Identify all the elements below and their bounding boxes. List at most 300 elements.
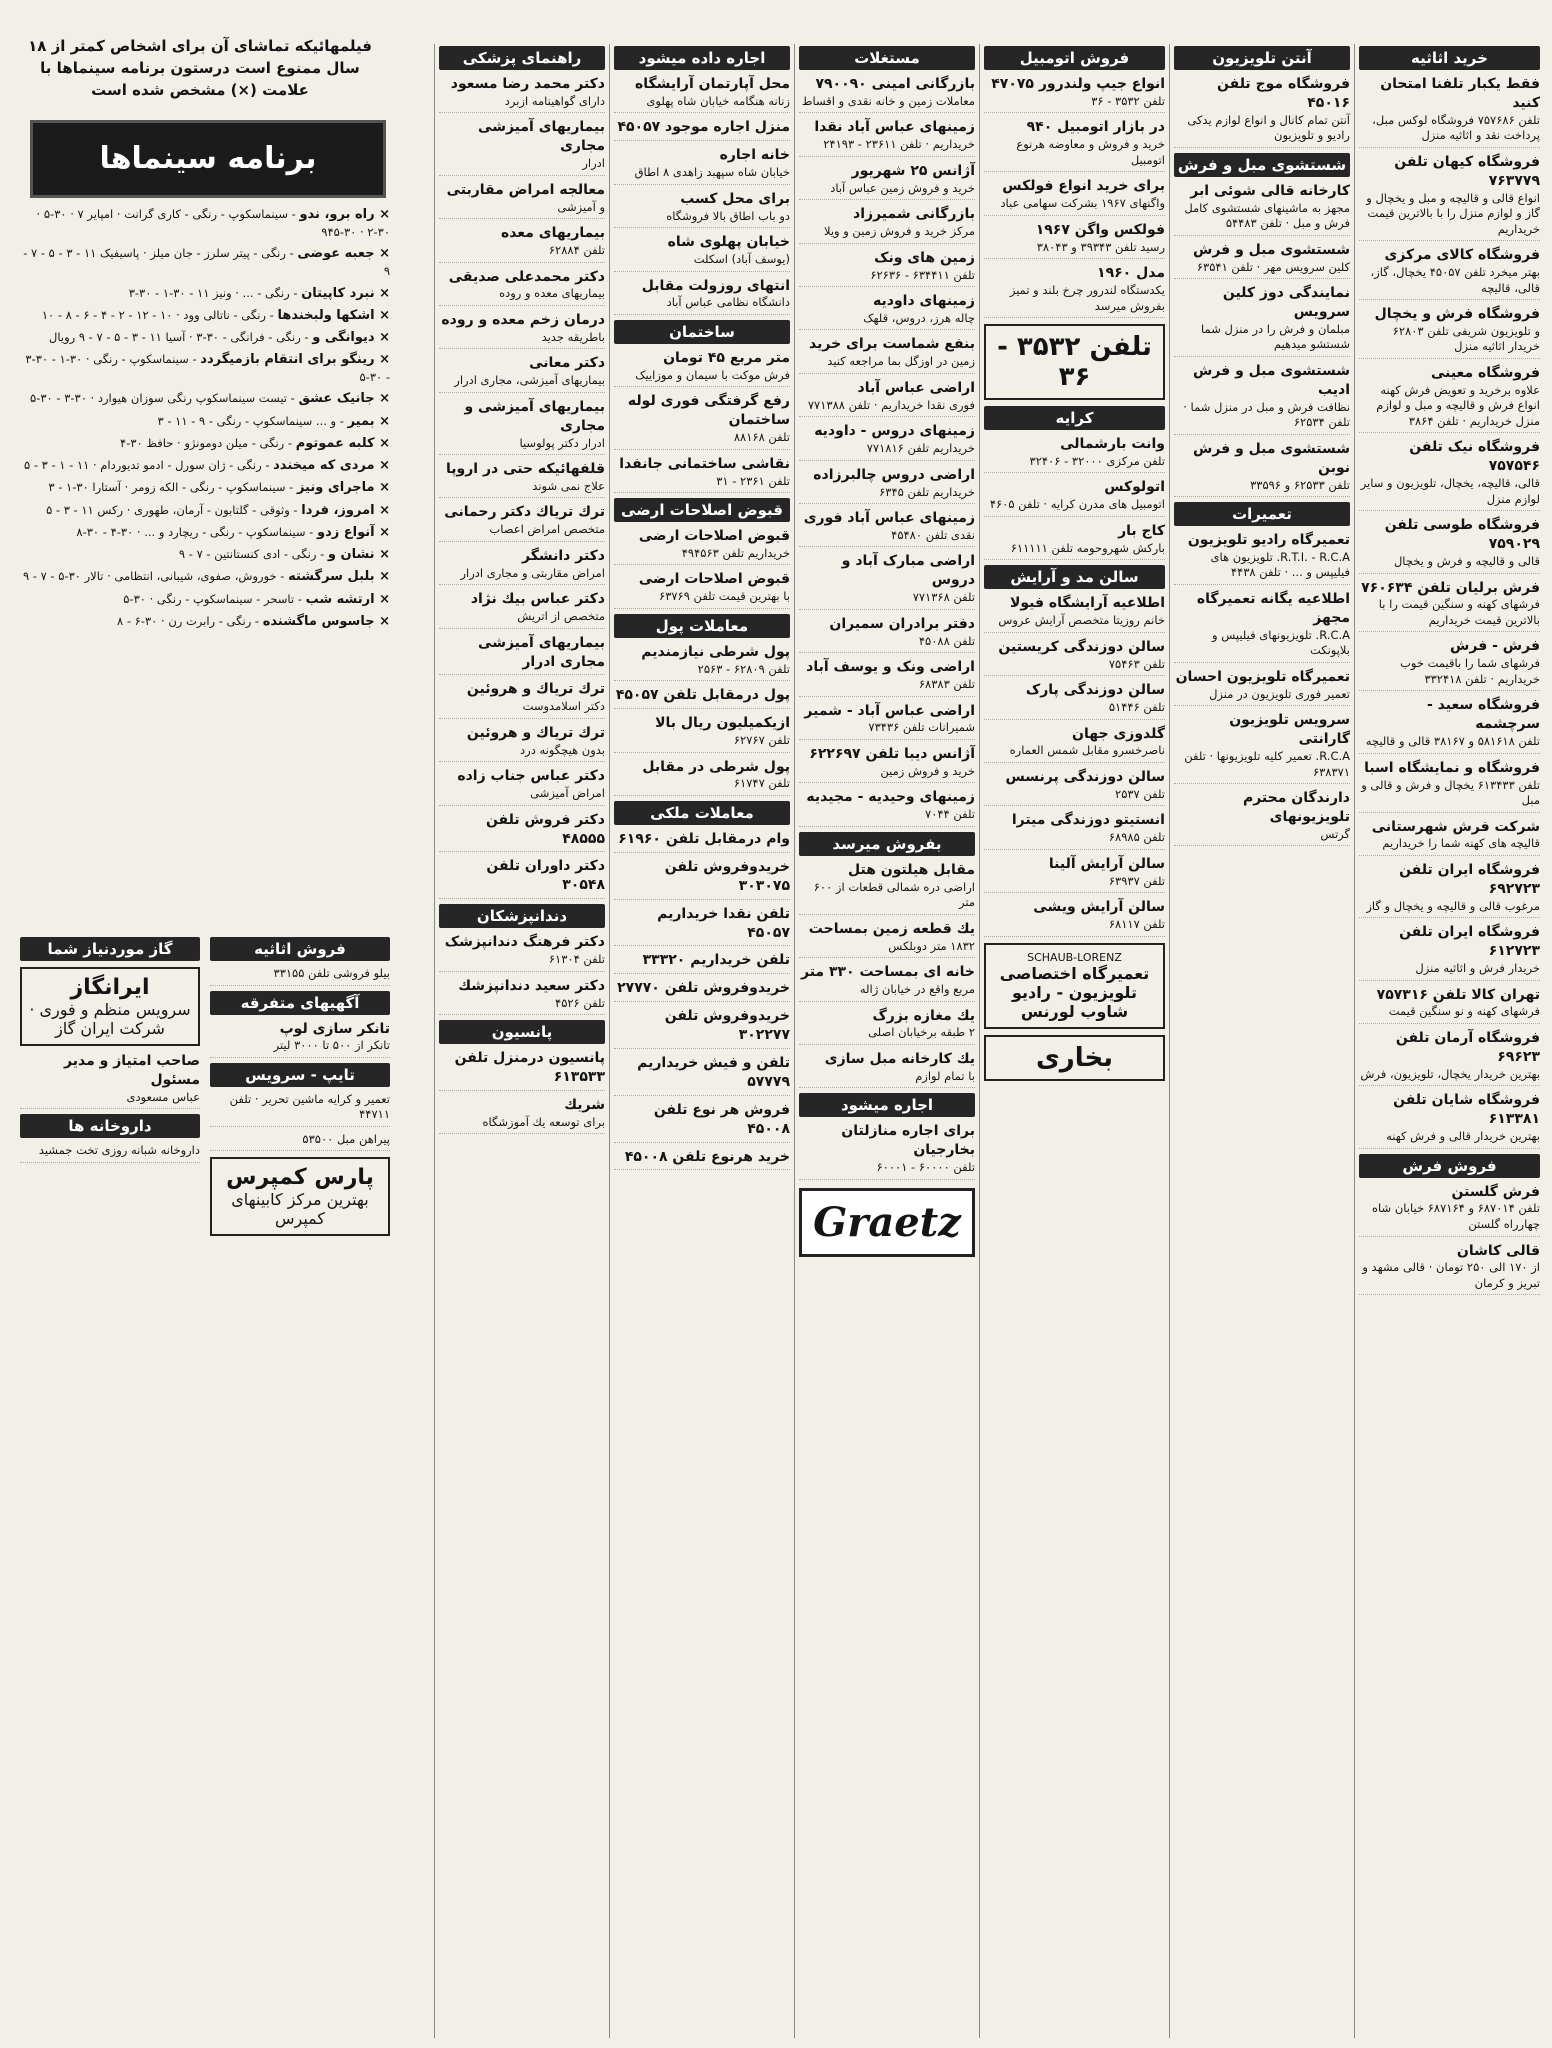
ad-title: بیماریهای آمیزشی مجاری <box>478 119 605 155</box>
ad-title: زمینهای وحیدیه - مجیدیه <box>806 789 975 806</box>
section-header: سالن مد و آرایش <box>984 565 1165 589</box>
ad-body: رسید تلفن ۳۹۳۴۳ و ۳۸۰۴۳ <box>1036 239 1165 254</box>
classified-ad <box>614 686 790 709</box>
ad-body: تلفن ۵۱۴۴۶ <box>1108 699 1165 714</box>
ad-body: خریداریم · تلفن ۲۳۶۱۱ - ۲۴۱۹۳ <box>823 137 975 152</box>
classified-ad: پیراهن مبل ۵۳۵۰۰ <box>210 1132 390 1152</box>
section-header: مستغلات <box>799 46 975 70</box>
classified-ad <box>799 75 975 113</box>
ad-title: بازرگانی شمیرزاد <box>853 206 975 223</box>
ad-title: بیماریهای آمیزشی و مجاری <box>464 398 605 434</box>
film-title: × جاسوس ماگشنده <box>262 613 390 629</box>
ad-body: تلفن ۶۸۱۱۷ <box>1108 917 1165 932</box>
ad-title: فروشگاه شایان تلفن ۶۱۳۳۸۱ <box>1393 1092 1540 1128</box>
ad-title: تانکر سازی لوپ <box>279 1020 390 1037</box>
ad-title: دکتر معانی <box>529 355 605 372</box>
classified-ad <box>799 249 975 287</box>
ad-body: و تلویزیون شریفی تلفن ۶۲۸۰۳ خریدار اثاثیه منزل <box>1392 323 1540 354</box>
classified-ad <box>614 527 790 565</box>
classified-ad <box>1174 182 1350 236</box>
classified-ad <box>799 861 975 915</box>
film-title: × جعبه عوضی <box>297 246 390 262</box>
ad-title: سرویس تلویزیون گارانتی <box>1229 712 1350 748</box>
ad-title: خریدوفروش تلفن ۳۰۲۲۷۷ <box>664 1008 790 1044</box>
classified-ad <box>614 643 790 681</box>
ad-body: تلفن ۶۱۷۴۷ <box>733 776 790 791</box>
classified-ad <box>614 830 790 853</box>
ad-title: پول درمقابل تلفن ۴۵۰۵۷ <box>615 687 790 704</box>
cinema-listing <box>20 412 390 431</box>
classified-ad <box>799 658 975 696</box>
ad-title: بنفع شماست برای خرید <box>809 336 975 353</box>
classified-ad <box>1359 246 1540 300</box>
film-title: × ماجرای ونیز <box>296 480 390 496</box>
classified-ad <box>1359 438 1540 511</box>
ad-title: برای اجاره منازلتان بخارجیان <box>841 1123 975 1159</box>
classified-ad <box>614 1054 790 1096</box>
ad-title: اطلاعیه آرایشگاه فیولا <box>1009 595 1165 612</box>
ad-body: تلفن ۶۲۷۶۷ <box>733 733 790 748</box>
classified-ad <box>984 264 1165 318</box>
ad-title: دکتر فروش تلفن ۴۸۵۵۵ <box>485 811 605 847</box>
film-details: - سینماسکوپ - رنگی - الکه زومر · آستارا ۳۰-۱ - ۳ <box>48 480 297 495</box>
ad-body: تلفن مرکزی ۳۲۰۰۰ - ۳۲۴۰۶ <box>1029 453 1165 468</box>
ad-phone: تلفن ۳۵۳۲ - ۳۶ <box>997 332 1152 393</box>
ad-body: مربع واقع در خیابان ژاله <box>859 982 975 997</box>
classified-ad <box>799 509 975 547</box>
ad-title: محل آپارتمان آرایشگاه <box>634 76 790 92</box>
section-header: گاز موردنیاز شما <box>20 937 200 961</box>
ad-body: بهتر میخرد تلفن ۴۵۰۵۷ یخچال، گاز، قالی، قالیچه <box>1370 265 1540 295</box>
ad-title: شرکت فرش شهرستانی <box>1371 818 1540 835</box>
ad-title: زمینهای عباس آباد فوری <box>803 510 975 527</box>
ad-body: قالی و قالیچه و فرش و یخچال <box>1393 554 1540 569</box>
classified-ad <box>1174 668 1350 706</box>
ad-body: (یوسف آباد) اسکلت <box>693 252 790 266</box>
classified-ad <box>984 221 1165 259</box>
ad-body: بیماریهای آمیزشی، مجاری ادرار <box>454 373 605 388</box>
ad-body: فرش موکت با سیمان و موزاییک <box>635 367 790 382</box>
classified-ad <box>439 724 605 762</box>
classified-ad <box>799 466 975 504</box>
ad-body: فرشهای کهنه و نو سنگین قیمت <box>1388 1004 1540 1019</box>
ad-title: فروشگاه طوسی تلفن ۷۵۹۰۲۹ <box>1384 517 1540 553</box>
cinema-listing <box>20 328 390 347</box>
classified-ad <box>984 725 1165 763</box>
classified-ad <box>799 1007 975 1045</box>
cinema-listing <box>20 244 390 280</box>
classified-ad <box>439 354 605 392</box>
ad-body: قالی، قالیچه، یخچال، تلویزیون و سایر لوازم منزل <box>1360 476 1540 506</box>
ad-body: ادرار <box>582 156 605 171</box>
ad-title: انواع جیپ ولندرور ۴۷۰۷۵ <box>991 76 1165 92</box>
lower-left-ads <box>20 935 390 2045</box>
ad-body: بهترین خریدار قالی و فرش کهنه <box>1386 1129 1540 1144</box>
ad-title: دکتر عباس بیك نژاد <box>470 591 605 608</box>
classified-ad <box>439 503 605 541</box>
ad-body: تلفن ۲۵۳۷ <box>1115 786 1165 801</box>
classified-ad: تعمیر و کرایه ماشین تحریر · تلفن ۴۴۷۱۱ <box>210 1092 390 1127</box>
classified-ad <box>984 118 1165 172</box>
ad-title: ترك تریاك دکتر رحمانی <box>444 504 605 521</box>
ad-title: ترك تریاك و هروئین <box>466 724 605 741</box>
ad-title: کاج بار <box>1118 522 1165 539</box>
ad-body: دو باب اطاق بالا فروشگاه <box>666 208 790 223</box>
cinema-banner: برنامه سینماها <box>30 120 386 198</box>
classified-ad <box>439 398 605 455</box>
film-details: - رنگی - ... · ونیز ۱۱ - ۳۰-۱ - ۳۰-۳ <box>128 285 302 300</box>
classified-ad <box>439 590 605 628</box>
ad-title: اراضی دروس چالبرزاده <box>813 466 975 483</box>
section-header: کرایه <box>984 406 1165 430</box>
ad-title: فروشگاه و نمایشگاه اسبا <box>1364 759 1540 776</box>
cinema-listing <box>20 284 390 303</box>
ad-title: فروشگاه ایران تلفن ۶۹۲۷۲۳ <box>1399 862 1540 897</box>
ad-title: بیماریهای معده <box>500 225 605 242</box>
classified-ad <box>1174 590 1350 663</box>
section-header: معاملات ملکی <box>614 801 790 825</box>
ad-title: فروشگاه ایران تلفن ۶۱۲۷۲۳ <box>1399 924 1540 960</box>
film-title: × نشان و <box>327 547 390 563</box>
ad-body: تلفن ۳۵۳۲ - ۳۶ <box>1091 93 1165 108</box>
classified-ad <box>439 118 605 175</box>
film-title: × مردی که میخندد <box>273 458 390 474</box>
film-details: - سینماسکوپ - رنگی · ۳۰-۱ - ۳۰-۳ - ۳۰-۵ <box>25 352 390 385</box>
film-details: - رنگی - ناتالی وود · ۱۰ - ۱۲ - ۲ - ۴ - ۶ - ۸ - ۱۰ <box>41 307 278 322</box>
section-header: آنتن تلویزیون <box>1174 46 1350 70</box>
ad-body: علاج نمی شوند <box>532 478 605 493</box>
section-header: اجاره میشود <box>799 1093 975 1117</box>
ad-body: عباس مسعودی <box>126 1089 200 1104</box>
ad-title: شستشوی مبل و فرش نوبن <box>1193 440 1350 476</box>
ad-title: نقاشی ساختمانی جانفدا <box>619 455 790 472</box>
classified-ad <box>614 75 790 113</box>
classified-ad <box>614 951 790 974</box>
film-title: × ارتشه شب <box>305 591 390 607</box>
classified-ad <box>799 745 975 783</box>
column-2 <box>1169 44 1354 2038</box>
film-details: - سینماسکوپ - رنگی - ریچارد و ... · ۳۰-۴ - ۳۰-۸ <box>76 524 317 539</box>
classified-ad <box>799 292 975 330</box>
ad-title: زمینهای داودیه <box>873 293 975 310</box>
ad-title: شستشوی مبل و فرش ادیب <box>1193 362 1350 398</box>
column-3 <box>979 44 1169 2038</box>
ad-body: دکتر اسلامدوست <box>522 699 605 714</box>
ad-title: متر مربع ۴۵ تومان <box>663 349 790 366</box>
film-title: × بلبل سرگشته <box>288 569 390 585</box>
classified-ad <box>439 933 605 971</box>
ad-title: نمایندگی دوز کلین سرویس <box>1222 285 1350 321</box>
ad-title: فولکس واگن ۱۹۶۷ <box>1035 221 1165 238</box>
classified-ad <box>614 758 790 796</box>
ad-title: انتهای روزولت مقابل <box>641 277 790 294</box>
classified-ad <box>799 379 975 417</box>
ad-title: اتولوکس <box>1104 479 1165 496</box>
ad-title: خریدوفروش تلفن ۲۷۷۷۰ <box>617 980 790 997</box>
ad-body: انواع قالی و قالیچه و مبل و یخچال و گاز و لوازم منزل را با بالاترین قیمت خریداریم <box>1366 190 1540 236</box>
ad-body: فوری نقدا خریداریم · تلفن ۷۷۱۳۸۸ <box>807 397 975 412</box>
section-header: آگهیهای متفرقه <box>210 991 390 1015</box>
ad-body: تلفن ۶۳۹۳۷ <box>1108 873 1165 888</box>
ad-title: بازرگانی امینی ۷۹۰۰۹۰ <box>815 76 975 92</box>
section-header: دندانپزشکان <box>439 904 605 928</box>
ad-body: تلفن ۶۸۹۸۵ <box>1108 830 1165 845</box>
ad-title: ترك تریاك و هروئین <box>466 681 605 698</box>
column-1 <box>1354 44 1544 2038</box>
ad-title: یك کارخانه مبل سازی <box>824 1050 975 1067</box>
film-details: - سینماسکوپ - رنگی - کاری گرانت · امپایر ۷ · ۳۰-۵ · ۳۰-۲ · ۳۰-۹۴۵ <box>36 207 390 240</box>
cinema-listing <box>20 545 390 564</box>
ad-title: دکتر محمد رضا مسعود <box>450 76 605 92</box>
film-details: - تاسحر - سینماسکوپ - رنگی · ۳۰-۵ <box>123 591 306 606</box>
cinema-age-note: فیلمهائیکه تماشای آن برای اشخاص کمتر از ۱۸ سال ممنوع است درستون برنامه سینماها با علامت (×) مشخص شده است <box>28 37 372 99</box>
ad-title: فرش گلستن <box>1451 1183 1540 1200</box>
ad-title: یك قطعه زمین بمساحت <box>808 920 975 937</box>
ad-title: رفع گرفتگی فوری لوله ساختمان <box>627 393 790 429</box>
ad-title: فروشگاه نیک تلفن ۷۵۷۵۴۶ <box>1409 439 1540 475</box>
classified-ad <box>984 898 1165 936</box>
ad-body: تلفن ۴۵۰۸۸ <box>918 633 975 648</box>
ad-title: در بازار اتومبیل ۹۴۰ <box>1026 119 1165 136</box>
film-title: × کلبه عموتوم <box>295 435 390 451</box>
ad-body: تلفن ۶۸۳۸۳ <box>918 677 975 692</box>
ad-body: تلفن ۷۷۱۳۶۸ <box>912 590 975 605</box>
pars-kompres-ad <box>210 1157 390 1236</box>
ad-body: تلفن ۷۵۴۶۳ <box>1108 656 1165 671</box>
ad-title: فروشگاه کیهان تلفن ۷۶۳۷۷۹ <box>1394 153 1540 189</box>
classified-ad <box>1359 637 1540 691</box>
classified-ad <box>614 1101 790 1143</box>
ad-title: بخاری <box>1035 1042 1114 1073</box>
classified-ad <box>984 768 1165 806</box>
classified-ad <box>799 920 975 958</box>
ad-title: کارخانه قالی شوئی ابر <box>1190 182 1350 199</box>
ad-title: فروشگاه آرمان تلفن ۶۹۶۲۳ <box>1395 1030 1540 1065</box>
classified-ad <box>799 1122 975 1179</box>
classified-ad <box>1359 75 1540 148</box>
ad-body: خرید و فروش و معاوضه هرنوع اتومبیل <box>1016 137 1165 167</box>
film-title: × بمیر <box>347 413 390 429</box>
classified-ad <box>984 811 1165 849</box>
classified-ad <box>614 190 790 228</box>
ad-title: دکتر سعید دندانپزشك <box>458 977 605 994</box>
ad-title: فرش - فرش <box>1450 638 1540 655</box>
ad-title: زمینهای عباس آباد نقدا <box>814 119 975 136</box>
classified-ad: بیلو فروشی تلفن ۳۳۱۵۵ <box>210 966 390 986</box>
ad-body: تلفن ۷۰۴۴ <box>925 807 975 822</box>
ad-body: نقدی تلفن ۴۵۴۸۰ <box>891 527 975 542</box>
ad-body: زمین در اوزگل بما مراجعه کنید <box>827 354 975 369</box>
ad-body: دارای گواهینامه ازبرد <box>504 93 605 108</box>
classified-ad <box>1174 440 1350 497</box>
ad-body: مرغوب قالی و قالیچه و یخچال و گاز <box>1366 898 1540 913</box>
column-4 <box>794 44 979 2038</box>
cinema-listing <box>20 501 390 520</box>
ad-title: تعمیرگاه تلویزیون احسان <box>1175 668 1350 685</box>
ad-body: قالیچه های کهنه شما را خریداریم <box>1382 836 1540 851</box>
ad-title: انستیتو دوزندگی میترا <box>1011 812 1165 829</box>
section-header: تعمیرات <box>1174 502 1350 526</box>
classified-ad <box>984 177 1165 215</box>
cinema-listing <box>20 434 390 453</box>
ad-title: قبوض اصلاحات ارضی <box>638 528 790 545</box>
ad-title: دکتر داوران تلفن ۳۰۵۴۸ <box>486 858 605 894</box>
classified-ad <box>1359 305 1540 359</box>
film-title: × امروز، فردا <box>301 502 390 518</box>
section-header: فروش اثاثیه <box>210 937 390 961</box>
ad-title: سالن دوزندگی پارک <box>1025 682 1165 699</box>
ad-title: منزل اجاره موجود ۴۵۰۵۷ <box>617 119 790 136</box>
ad-title: گلدوزی جهان <box>1072 725 1165 742</box>
classified-ad <box>799 788 975 826</box>
classified-ad <box>210 1020 390 1058</box>
classified-ad <box>799 615 975 653</box>
classified-ad <box>439 460 605 498</box>
film-title: × اشکها ولبخندها <box>277 307 390 323</box>
ad-title: برای محل کسب <box>680 190 790 207</box>
ad-title: صاحب امتیاز و مدیر مسئول <box>64 1053 200 1088</box>
classified-ad <box>439 680 605 718</box>
schaub-lorenz-ad <box>984 943 1165 1029</box>
film-title: × نبرد کاپیتان <box>301 285 390 301</box>
ad-body: خرید و فروش زمین عباس آباد <box>830 180 975 195</box>
ad-title: بیماریهای آمیزشی مجاری ادرار <box>478 634 605 670</box>
ad-body: تعمیر فوری تلویزیون در منزل <box>1209 686 1350 701</box>
classified-ad <box>439 181 605 219</box>
ad-body: تلفن ۸۸۱۶۸ <box>733 430 790 445</box>
classified-ad <box>439 268 605 306</box>
classified-ad <box>1174 531 1350 585</box>
ad-body: از ۱۷۰ الی ۲۵۰ تومان · قالی مشهد و تبریز و کرمان <box>1362 1260 1540 1290</box>
ad-body: خریدار فرش و اثاثیه منزل <box>1415 961 1540 976</box>
ad-body: تلفن ۶۸۷۰۱۴ و ۶۸۷۱۶۴ خیابان شاه چهارراه گلستن <box>1372 1201 1540 1231</box>
film-details: - رنگی - میلن دومونژو · حافظ ۳۰-۴ <box>120 435 296 450</box>
film-details: - رنگی - رابرت رن · ۳۰-۶ - ۸ <box>117 613 263 628</box>
classified-ad <box>984 681 1165 719</box>
ad-title: مقابل هیلتون هتل <box>848 861 975 878</box>
graetz-logo: Graetz <box>799 1188 975 1257</box>
ad-title: قلفهائیکه حتی در اروپا <box>446 461 605 478</box>
classified-ad <box>799 552 975 609</box>
ad-title: تلفن نقدا خریداریم ۴۵۰۵۷ <box>657 905 790 941</box>
ad-body: تلفن ۲۳۶۱ - ۳۱ <box>716 473 790 488</box>
ad-body: خیابان شاه سپهبد زاهدی ۸ اطاق <box>634 165 790 180</box>
cinema-listing <box>20 205 390 241</box>
classified-ad <box>799 335 975 373</box>
ad-body: ادرار دکتر پولوسیا <box>519 435 605 450</box>
classified-ad <box>439 767 605 805</box>
film-details: - رنگی - ژان سورل - ادمو تدیوردام · ۱۱ - ۱ - ۳ - ۵ <box>23 458 274 473</box>
film-details: - رنگی - ادی کنستانتین - ۷ - ۹ <box>178 547 328 562</box>
classified-ad <box>439 634 605 676</box>
ad-body: باطریقه جدید <box>541 329 605 344</box>
ad-body: شمیرانات تلفن ۷۳۴۳۶ <box>868 720 975 735</box>
film-title: × دیوانگی و <box>312 329 390 345</box>
section-header: اجاره داده میشود <box>614 46 790 70</box>
classified-ad <box>439 547 605 585</box>
ad-body: فرشهای کهنه و سنگین قیمت را با بالاترین قیمت خریداریم <box>1378 597 1540 627</box>
classified-ad <box>799 205 975 243</box>
ad-title: پول شرطی نیازمندیم <box>641 643 790 660</box>
classified-ad <box>614 1007 790 1049</box>
ad-title: خیابان پهلوی شاه <box>667 234 790 251</box>
ad-title: سالن آرایش ویشی <box>1033 899 1165 916</box>
section-header: تایپ - سرویس <box>210 1063 390 1087</box>
classified-ad <box>439 311 605 349</box>
ad-title: زمینهای دروس - داودیه <box>814 423 975 440</box>
ad-body: تلفن ۶۲۸۰۹ - ۲۵۶۳ <box>697 661 790 676</box>
ad-title: پانسیون درمنزل تلفن ۶۱۳۵۳۳ <box>454 1050 605 1085</box>
classified-ad <box>439 977 605 1015</box>
film-title: × رینگو برای انتقام بازمیگردد <box>200 352 390 368</box>
ad-body: تلفن ۶۱۳۴۳۳ یخچال و فرش و قالی و مبل <box>1361 777 1540 808</box>
ad-title: مدل ۱۹۶۰ <box>1097 265 1165 282</box>
ad-body: تلفن ۶۲۵۳۳ و ۳۳۵۹۶ <box>1250 477 1350 492</box>
ad-body: کلین سرویس مهر · تلفن ۶۳۵۴۱ <box>1196 259 1350 274</box>
classified-ad <box>439 857 605 899</box>
ad-title: دفتر برادران سمیران <box>829 615 975 632</box>
ad-title: برای خرید انواع فولکس <box>1002 178 1165 195</box>
classified-ad <box>1359 1242 1540 1296</box>
cinema-listing <box>20 456 390 475</box>
classified-ad <box>439 75 605 113</box>
ad-title: زمین های ونک <box>874 249 975 266</box>
classified-ad <box>799 963 975 1001</box>
ad-body: تلفن ۶۲۸۸۴ <box>548 243 605 257</box>
ad-title: اراضی عباس آباد - شمیر <box>804 702 975 719</box>
ad-title: اراضی عباس آباد <box>857 379 975 396</box>
classified-ad <box>799 118 975 156</box>
ad-title: تعمیرگاه اختصاصی تلویزیون - رادیو شاوب لورنس <box>999 963 1150 1021</box>
ad-title: فروشگاه موج تلفن ۴۵۰۱۶ <box>1217 76 1350 111</box>
ad-body: خریداریم تلفن ۴۹۴۵۶۳ <box>681 545 790 560</box>
ad-body: و آمیزشی <box>557 199 605 214</box>
ad-body: چاله هرز، دروس، قلهک <box>863 310 975 325</box>
film-title: × راه برو، ندو <box>299 207 390 222</box>
ad-title: دارندگان محترم تلویزیونهای <box>1242 790 1350 825</box>
ad-title: وام درمقابل تلفن ۶۱۹۶۰ <box>618 830 790 847</box>
classified-ad <box>1359 696 1540 753</box>
ad-title: تلفن و فیش خریداریم ۵۷۷۷۹ <box>637 1054 790 1090</box>
ad-title: پول شرطی در مقابل <box>642 758 790 775</box>
ad-title: قبوض اصلاحات ارضی <box>638 571 790 588</box>
ad-title: تهران کالا تلفن ۷۵۷۳۱۶ <box>1376 986 1540 1003</box>
ad-title: قالی کاشان <box>1456 1242 1540 1259</box>
classified-ad <box>1359 579 1540 633</box>
classified-ad <box>1359 1183 1540 1237</box>
classified-ad <box>1174 362 1350 435</box>
classified-ad <box>984 855 1165 893</box>
ad-body: R.C.A. تعمیر کلیه تلویزیونها · تلفن ۶۳۸۳۷۱ <box>1184 748 1350 779</box>
ad-title: وانت بارشمالی <box>1060 436 1165 453</box>
ad-body: برای توسعه یك آموزشگاه <box>482 1114 605 1129</box>
section-header: ساختمان <box>614 320 790 344</box>
section-header: فروش اتومبیل <box>984 46 1165 70</box>
section-header: راهنمای پزشکی <box>439 46 605 70</box>
classified-ad <box>799 702 975 740</box>
film-title: × آنواع زدو <box>316 524 390 540</box>
section-header: قبوض اصلاحات ارضی <box>614 498 790 522</box>
cinema-listing <box>20 612 390 631</box>
ad-body: ناصرخسرو مقابل شمس العماره <box>1009 743 1165 758</box>
film-details: - تیست سینماسکوپ رنگی سوزان هیوارد · ۳۰-۳ - ۳۰-۵ <box>30 391 299 406</box>
classified-ad <box>984 638 1165 676</box>
classified-ad <box>984 522 1165 560</box>
classified-ad <box>439 811 605 853</box>
ad-body: خریداریم تلفن ۷۷۱۸۱۶ <box>866 441 975 456</box>
ad-body: بیماریهای معده و روده <box>499 286 605 301</box>
classified-ad <box>614 858 790 900</box>
